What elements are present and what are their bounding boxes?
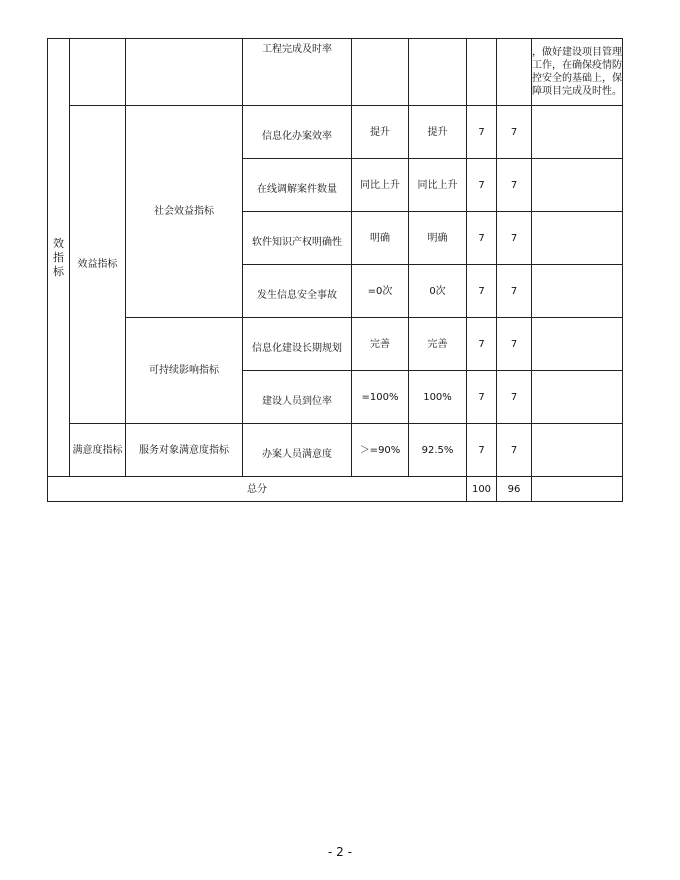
total-score: 96: [507, 483, 521, 495]
social-group-label: 社会效益指标: [154, 206, 214, 217]
satisfaction-group-cell: [70, 424, 126, 477]
remark-cell: [532, 371, 623, 424]
empty-cell: [409, 39, 467, 106]
indicator-name-cell: [243, 265, 352, 318]
target-value: 完善: [370, 338, 390, 350]
table-row: [48, 39, 623, 106]
score-value: 7: [510, 232, 518, 244]
target-cell: [352, 106, 409, 159]
sustain-group-label: 可持续影响指标: [149, 365, 219, 376]
actual-cell: [409, 265, 467, 318]
total-row: [48, 477, 623, 502]
benefit-group-cell: [70, 106, 126, 424]
score-value: 7: [510, 391, 518, 403]
indicator-name-cell: [243, 106, 352, 159]
actual-value: 完善: [427, 338, 448, 350]
score-cell: [497, 106, 532, 159]
score-value: 7: [510, 285, 518, 297]
weight-cell: [467, 371, 497, 424]
actual-value: 0次: [429, 285, 446, 297]
weight-cell: [467, 212, 497, 265]
total-label-cell: [48, 477, 467, 502]
weight-value: 7: [478, 179, 485, 191]
indicator-name-cell: [243, 318, 352, 371]
score-value: 7: [510, 179, 518, 191]
weight-value: 7: [478, 285, 485, 297]
remark-cell: [532, 265, 623, 318]
indicator-category-cell: [48, 39, 70, 477]
actual-value: 100%: [423, 391, 452, 403]
performance-indicator-table: [47, 38, 623, 502]
weight-cell: [467, 424, 497, 477]
weight-value: 7: [478, 126, 485, 138]
target-cell: [352, 371, 409, 424]
actual-value: 明确: [427, 232, 448, 244]
target-value: 同比上升: [360, 179, 400, 191]
empty-cell: [126, 39, 243, 106]
remark-cell: [532, 159, 623, 212]
score-cell: [497, 424, 532, 477]
indicator-name-cell: [243, 371, 352, 424]
score-cell: [497, 212, 532, 265]
remark-cell: [532, 318, 623, 371]
target-cell: [352, 318, 409, 371]
remark-cell: [532, 477, 623, 502]
target-cell: [352, 212, 409, 265]
actual-cell: [409, 212, 467, 265]
target-cell: [352, 159, 409, 212]
empty-cell: [70, 39, 126, 106]
indicator-name-cell: [243, 424, 352, 477]
page-number: - 2 -: [328, 845, 352, 859]
indicator-name: 在线调解案件数量: [257, 183, 337, 195]
target-value: 提升: [370, 126, 390, 138]
weight-value: 7: [478, 444, 485, 456]
weight-cell: [467, 318, 497, 371]
score-value: 7: [510, 126, 518, 138]
target-value: =0次: [367, 285, 393, 297]
weight-cell: [467, 106, 497, 159]
target-value: =100%: [361, 391, 399, 403]
score-value: 7: [510, 338, 518, 350]
weight-cell: [467, 265, 497, 318]
table-row: [48, 318, 623, 371]
score-cell: [497, 159, 532, 212]
remark-cell: [532, 39, 623, 106]
table-row: [48, 106, 623, 159]
social-group-cell: [126, 106, 243, 318]
weight-value: 7: [478, 338, 485, 350]
remark-cell: [532, 212, 623, 265]
sustain-group-cell: [126, 318, 243, 424]
indicator-name: 建设人员到位率: [262, 395, 332, 407]
benefit-group-label: 效益指标: [77, 259, 118, 270]
empty-cell: [467, 39, 497, 106]
indicator-name-cell: [243, 39, 352, 106]
satisfaction-group-label: 满意度指标: [72, 444, 123, 456]
score-cell: [497, 371, 532, 424]
indicator-name: 发生信息安全事故: [257, 289, 337, 301]
table-row: [48, 424, 623, 477]
actual-cell: [409, 371, 467, 424]
actual-cell: [409, 318, 467, 371]
target-value: 明确: [370, 232, 390, 244]
remark-cell: [532, 424, 623, 477]
indicator-name: 软件知识产权明确性: [252, 236, 342, 248]
actual-cell: [409, 159, 467, 212]
actual-value: 提升: [427, 126, 448, 138]
actual-value: 同比上升: [417, 179, 458, 191]
empty-cell: [497, 39, 532, 106]
indicator-name: 信息化办案效率: [262, 130, 332, 142]
target-cell: [352, 424, 409, 477]
actual-cell: [409, 424, 467, 477]
total-label: 总分: [247, 483, 267, 495]
actual-cell: [409, 106, 467, 159]
indicator-category-label: 效指标: [53, 236, 64, 278]
empty-cell: [352, 39, 409, 106]
score-cell: [497, 265, 532, 318]
weight-value: 7: [478, 232, 485, 244]
indicator-name: 办案人员满意度: [262, 448, 332, 460]
target-cell: [352, 265, 409, 318]
indicator-name: 信息化建设长期规划: [252, 342, 342, 354]
satisfaction-sub-label: 服务对象满意度指标: [139, 444, 229, 456]
weight-cell: [467, 159, 497, 212]
target-value: ＞=90%: [359, 444, 401, 456]
satisfaction-sub-cell: [126, 424, 243, 477]
actual-value: 92.5%: [421, 444, 454, 456]
score-cell: [497, 318, 532, 371]
remark-cell: [532, 106, 623, 159]
indicator-name-cell: [243, 159, 352, 212]
score-value: 7: [510, 444, 518, 456]
indicator-name: 工程完成及时率: [262, 44, 332, 55]
indicator-name-cell: [243, 212, 352, 265]
weight-value: 7: [478, 391, 485, 403]
total-weight-cell: [467, 477, 497, 502]
remark-text: ，做好建设项目管理工作，在确保疫情防控安全的基础上，保障项目完成及时性。: [532, 47, 622, 97]
total-weight: 100: [471, 483, 492, 495]
total-score-cell: [497, 477, 532, 502]
